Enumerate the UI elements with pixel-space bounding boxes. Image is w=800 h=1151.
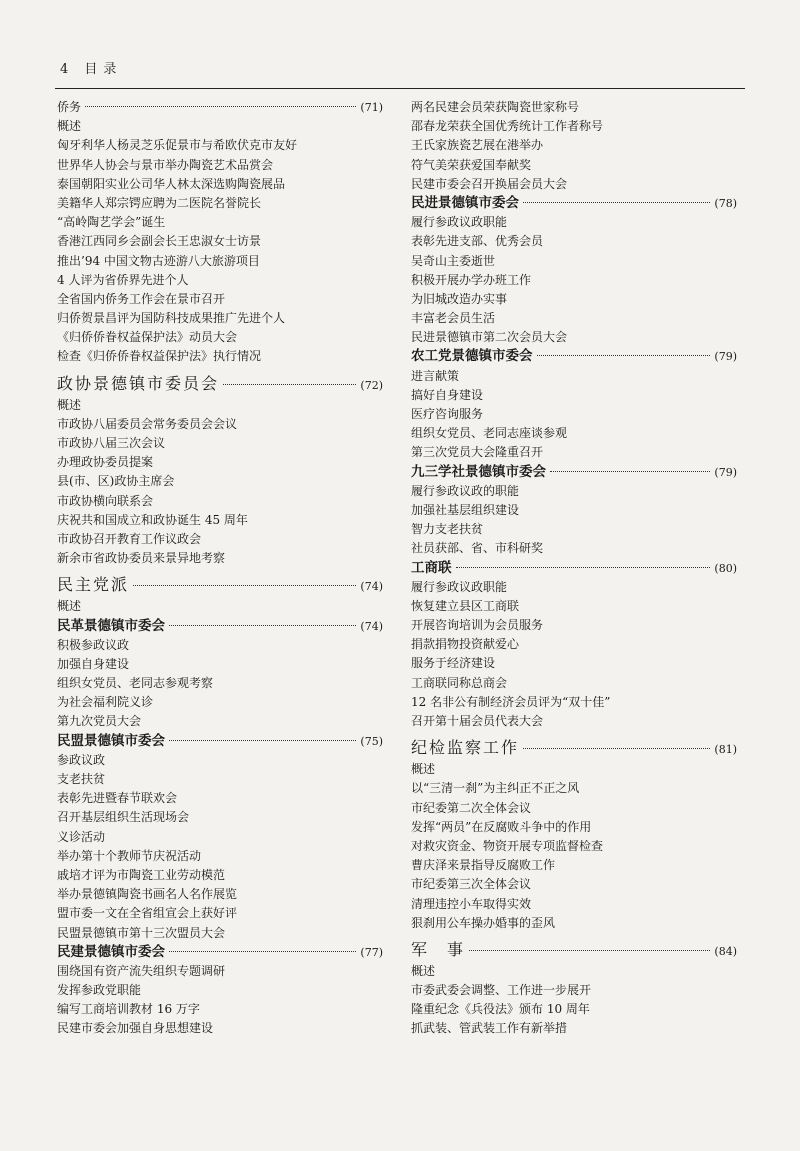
toc-item: 召开第十届会员代表大会 (411, 714, 544, 728)
toc-item: 匈牙利华人杨灵芝乐促景市与希欧伏克市友好 (57, 138, 298, 153)
toc-item: 表彰先进暨春节联欢会 (57, 791, 178, 806)
running-header (60, 58, 122, 77)
toc-heading-title: 民革景德镇市委会 (57, 617, 165, 634)
toc-item: 概述 (57, 599, 82, 614)
toc-item: 履行参政议政职能 (411, 579, 508, 594)
dot-leader (85, 106, 356, 107)
toc-item: 县(市、区)政协主席会 (57, 474, 175, 489)
dot-leader (537, 355, 711, 356)
toc-item: 搞好自身建设 (411, 387, 484, 402)
toc-item: 庆祝共和国成立和政协诞生 45 周年 (57, 512, 248, 527)
toc-subsection-heading (57, 943, 383, 962)
toc-item: 曹庆泽来景指导反腐败工作 (411, 858, 556, 873)
toc-item: “高岭陶艺学会”诞生 (57, 215, 166, 230)
toc-item: 归侨贺景昌评为国防科技成果推广先进个人 (57, 311, 286, 326)
toc-item: 工商联同称总商会 (411, 675, 508, 690)
toc-item: 概述 (411, 963, 436, 978)
toc-item: 戚培才评为市陶瓷工业劳动模范 (57, 867, 226, 882)
toc-page-ref: (79) (714, 465, 737, 479)
toc-item: 民建市委会召开换届会员大会 (411, 176, 568, 191)
toc-column-right (411, 98, 737, 1039)
toc-item: 市纪委第二次全体会议 (411, 800, 532, 815)
toc-section-heading (57, 572, 383, 597)
toc-item: 抓武装、管武装工作有新举措 (411, 1021, 568, 1036)
toc-item: 积极参政议政 (57, 637, 130, 652)
toc-page-ref: (84) (714, 944, 737, 958)
toc-item: 第九次党员大会 (57, 714, 142, 729)
toc-item: 参政议政 (57, 752, 106, 767)
toc-heading-title: 政协景德镇市委员会 (57, 373, 220, 393)
dot-leader (223, 384, 356, 385)
toc-item: 服务于经济建设 (411, 656, 496, 671)
toc-item: 支老扶贫 (57, 772, 106, 786)
dot-leader (169, 951, 356, 952)
toc-item: 民建市委会加强自身思想建设 (57, 1021, 214, 1036)
toc-page-ref: (77) (360, 945, 383, 959)
toc-item: 义诊活动 (57, 829, 106, 844)
toc-heading-title: 军 事 (411, 939, 466, 959)
toc-page-ref: (72) (360, 378, 383, 392)
toc-heading-title: 九三学社景德镇市委会 (411, 463, 546, 480)
toc-item: 盟市委一文在全省组宣会上获好评 (57, 906, 238, 921)
header-title: 目录 (84, 62, 123, 77)
dot-leader (523, 202, 710, 203)
toc-subsection-heading (411, 194, 737, 213)
toc-subsection-heading (57, 98, 383, 117)
toc-item: 市政协横向联系会 (57, 493, 154, 508)
toc-page-ref: (78) (714, 196, 737, 210)
toc-item: 丰富老会员生活 (411, 311, 496, 326)
toc-item: 捐款捐物投资献爱心 (411, 637, 520, 652)
toc-heading-title: 纪检监察工作 (411, 738, 520, 758)
toc-item: 清理违控小车取得实效 (411, 896, 532, 911)
toc-item: 概述 (57, 397, 82, 412)
toc-section-heading (57, 371, 383, 396)
toc-item: 组织女党员、老同志座谈参观 (411, 426, 568, 441)
toc-item: 邵春龙荣获全国优秀统计工作者称号 (411, 119, 604, 134)
toc-item: 隆重纪念《兵役法》颁布 10 周年 (411, 1002, 590, 1017)
toc-page-ref: (80) (714, 561, 737, 575)
dot-leader (469, 950, 710, 951)
toc-heading-title: 民建景德镇市委会 (57, 943, 165, 960)
toc-subsection-heading (57, 732, 383, 751)
toc-item: 以“三清一刹”为主纠正不正之风 (411, 781, 580, 796)
toc-item: 4 人评为省侨界先进个人 (57, 272, 189, 287)
toc-item: 加强社基层组织建设 (411, 502, 520, 517)
toc-item: 12 名非公有制经济会员评为“双十佳” (411, 694, 611, 709)
toc-item: 加强自身建设 (57, 656, 130, 671)
toc-item: 检查《归侨侨眷权益保护法》执行情况 (57, 349, 262, 364)
toc-heading-title: 民主党派 (57, 575, 130, 595)
toc-item: 表彰先进支部、优秀会员 (411, 234, 544, 249)
toc-page-ref: (79) (714, 350, 737, 364)
toc-heading-title: 民进景德镇市委会 (411, 194, 519, 211)
toc-page-ref: (74) (360, 619, 383, 633)
toc-item: 民盟景德镇市第十三次盟员大会 (57, 925, 226, 940)
dot-leader (523, 748, 710, 749)
header-rule (55, 88, 745, 89)
toc-page-ref: (71) (360, 101, 383, 114)
dot-leader (169, 740, 356, 741)
toc-subsection-heading (411, 347, 737, 366)
toc-item: 世界华人协会与景市举办陶瓷艺术品赏会 (57, 157, 274, 172)
toc-heading-title: 侨务 (57, 100, 82, 114)
toc-subsection-heading (57, 617, 383, 636)
toc-item: 市政协八届委员会常务委员会会议 (57, 416, 238, 431)
toc-item: 市政协八届三次会议 (57, 436, 166, 450)
toc-column-left (57, 98, 383, 1039)
toc-item: 对救灾资金、物资开展专项监督检查 (411, 838, 604, 853)
toc-page-ref: (74) (360, 580, 383, 594)
toc-item: 开展咨询培训为会员服务 (411, 618, 544, 633)
toc-item: 编写工商培训教材 16 万字 (57, 1002, 200, 1017)
toc-item: 举办景德镇陶瓷书画名人名作展览 (57, 887, 238, 902)
toc-heading-title: 工商联 (411, 559, 452, 576)
toc-heading-title: 民盟景德镇市委会 (57, 732, 165, 749)
page-number: 4 (60, 62, 75, 77)
toc-item: 泰国朝阳实业公司华人林太深选购陶瓷展品 (57, 176, 286, 191)
dot-leader (550, 471, 710, 472)
toc-item: 两名民建会员荣获陶瓷世家称号 (411, 100, 580, 114)
dot-leader (133, 585, 356, 586)
toc-item: 发挥参政党职能 (57, 983, 142, 998)
toc-item: 智力支老扶贫 (411, 522, 484, 537)
toc-subsection-heading (411, 463, 737, 482)
dot-leader (456, 567, 711, 568)
toc-item: 香港江西同乡会副会长王忠淑女士访景 (57, 234, 262, 249)
toc-item: 吴奇山主委逝世 (411, 253, 496, 268)
toc-item: 进言献策 (411, 368, 460, 383)
toc-page-ref: (75) (360, 734, 383, 748)
toc-item: 新余市省政协委员来景异地考察 (57, 551, 226, 566)
dot-leader (169, 625, 356, 626)
toc-item: 符气美荣获爱国奉献奖 (411, 157, 532, 172)
toc-page-ref: (81) (714, 743, 737, 757)
toc-item: 为社会福利院义诊 (57, 695, 154, 710)
toc-item: 全省国内侨务工作会在景市召开 (57, 291, 226, 306)
toc-item: 推出’94 中国文物古迹游八大旅游项目 (57, 253, 260, 268)
toc-heading-title: 农工党景德镇市委会 (411, 348, 533, 365)
toc-item: 积极开展办学办班工作 (411, 272, 532, 287)
toc-item: 恢复建立县区工商联 (411, 598, 520, 613)
toc-item: 办理政协委员提案 (57, 455, 154, 470)
toc-item: 市纪委第三次全体会议 (411, 877, 532, 892)
toc-item: 社员获部、省、市科研奖 (411, 541, 544, 556)
toc-section-heading (411, 735, 737, 760)
toc-item: 概述 (411, 762, 436, 777)
toc-item: 市政协召开教育工作议政会 (57, 531, 202, 546)
toc-item: 医疗咨询服务 (411, 407, 484, 421)
toc-item: 王氏家族瓷艺展在港举办 (411, 138, 544, 153)
toc-subsection-heading (411, 559, 737, 578)
toc-item: 履行参政议政的职能 (411, 483, 520, 498)
toc-item: 第三次党员大会隆重召开 (411, 445, 544, 460)
toc-item: 民进景德镇市第二次会员大会 (411, 330, 568, 345)
toc-section-heading (411, 937, 737, 962)
toc-item: 美籍华人郑宗锷应聘为二医院名誉院长 (57, 195, 262, 210)
toc-item: 概述 (57, 119, 82, 134)
toc-item: 市委武委会调整、工作进一步展开 (411, 983, 592, 998)
toc-item: 《归侨侨眷权益保护法》动员大会 (57, 330, 238, 345)
toc-item: 举办第十个教师节庆祝活动 (57, 848, 202, 863)
toc-item: 围绕国有资产流失组织专题调研 (57, 963, 226, 978)
toc-item: 组织女党员、老同志参观考察 (57, 676, 214, 691)
toc-item: 履行参政议政职能 (411, 215, 508, 230)
toc-item: 狠刹用公车操办婚事的歪风 (411, 915, 556, 930)
toc-item: 发挥“两员”在反腐败斗争中的作用 (411, 819, 592, 834)
toc-item: 为旧城改造办实事 (411, 291, 508, 306)
toc-item: 召开基层组织生活现场会 (57, 810, 190, 825)
